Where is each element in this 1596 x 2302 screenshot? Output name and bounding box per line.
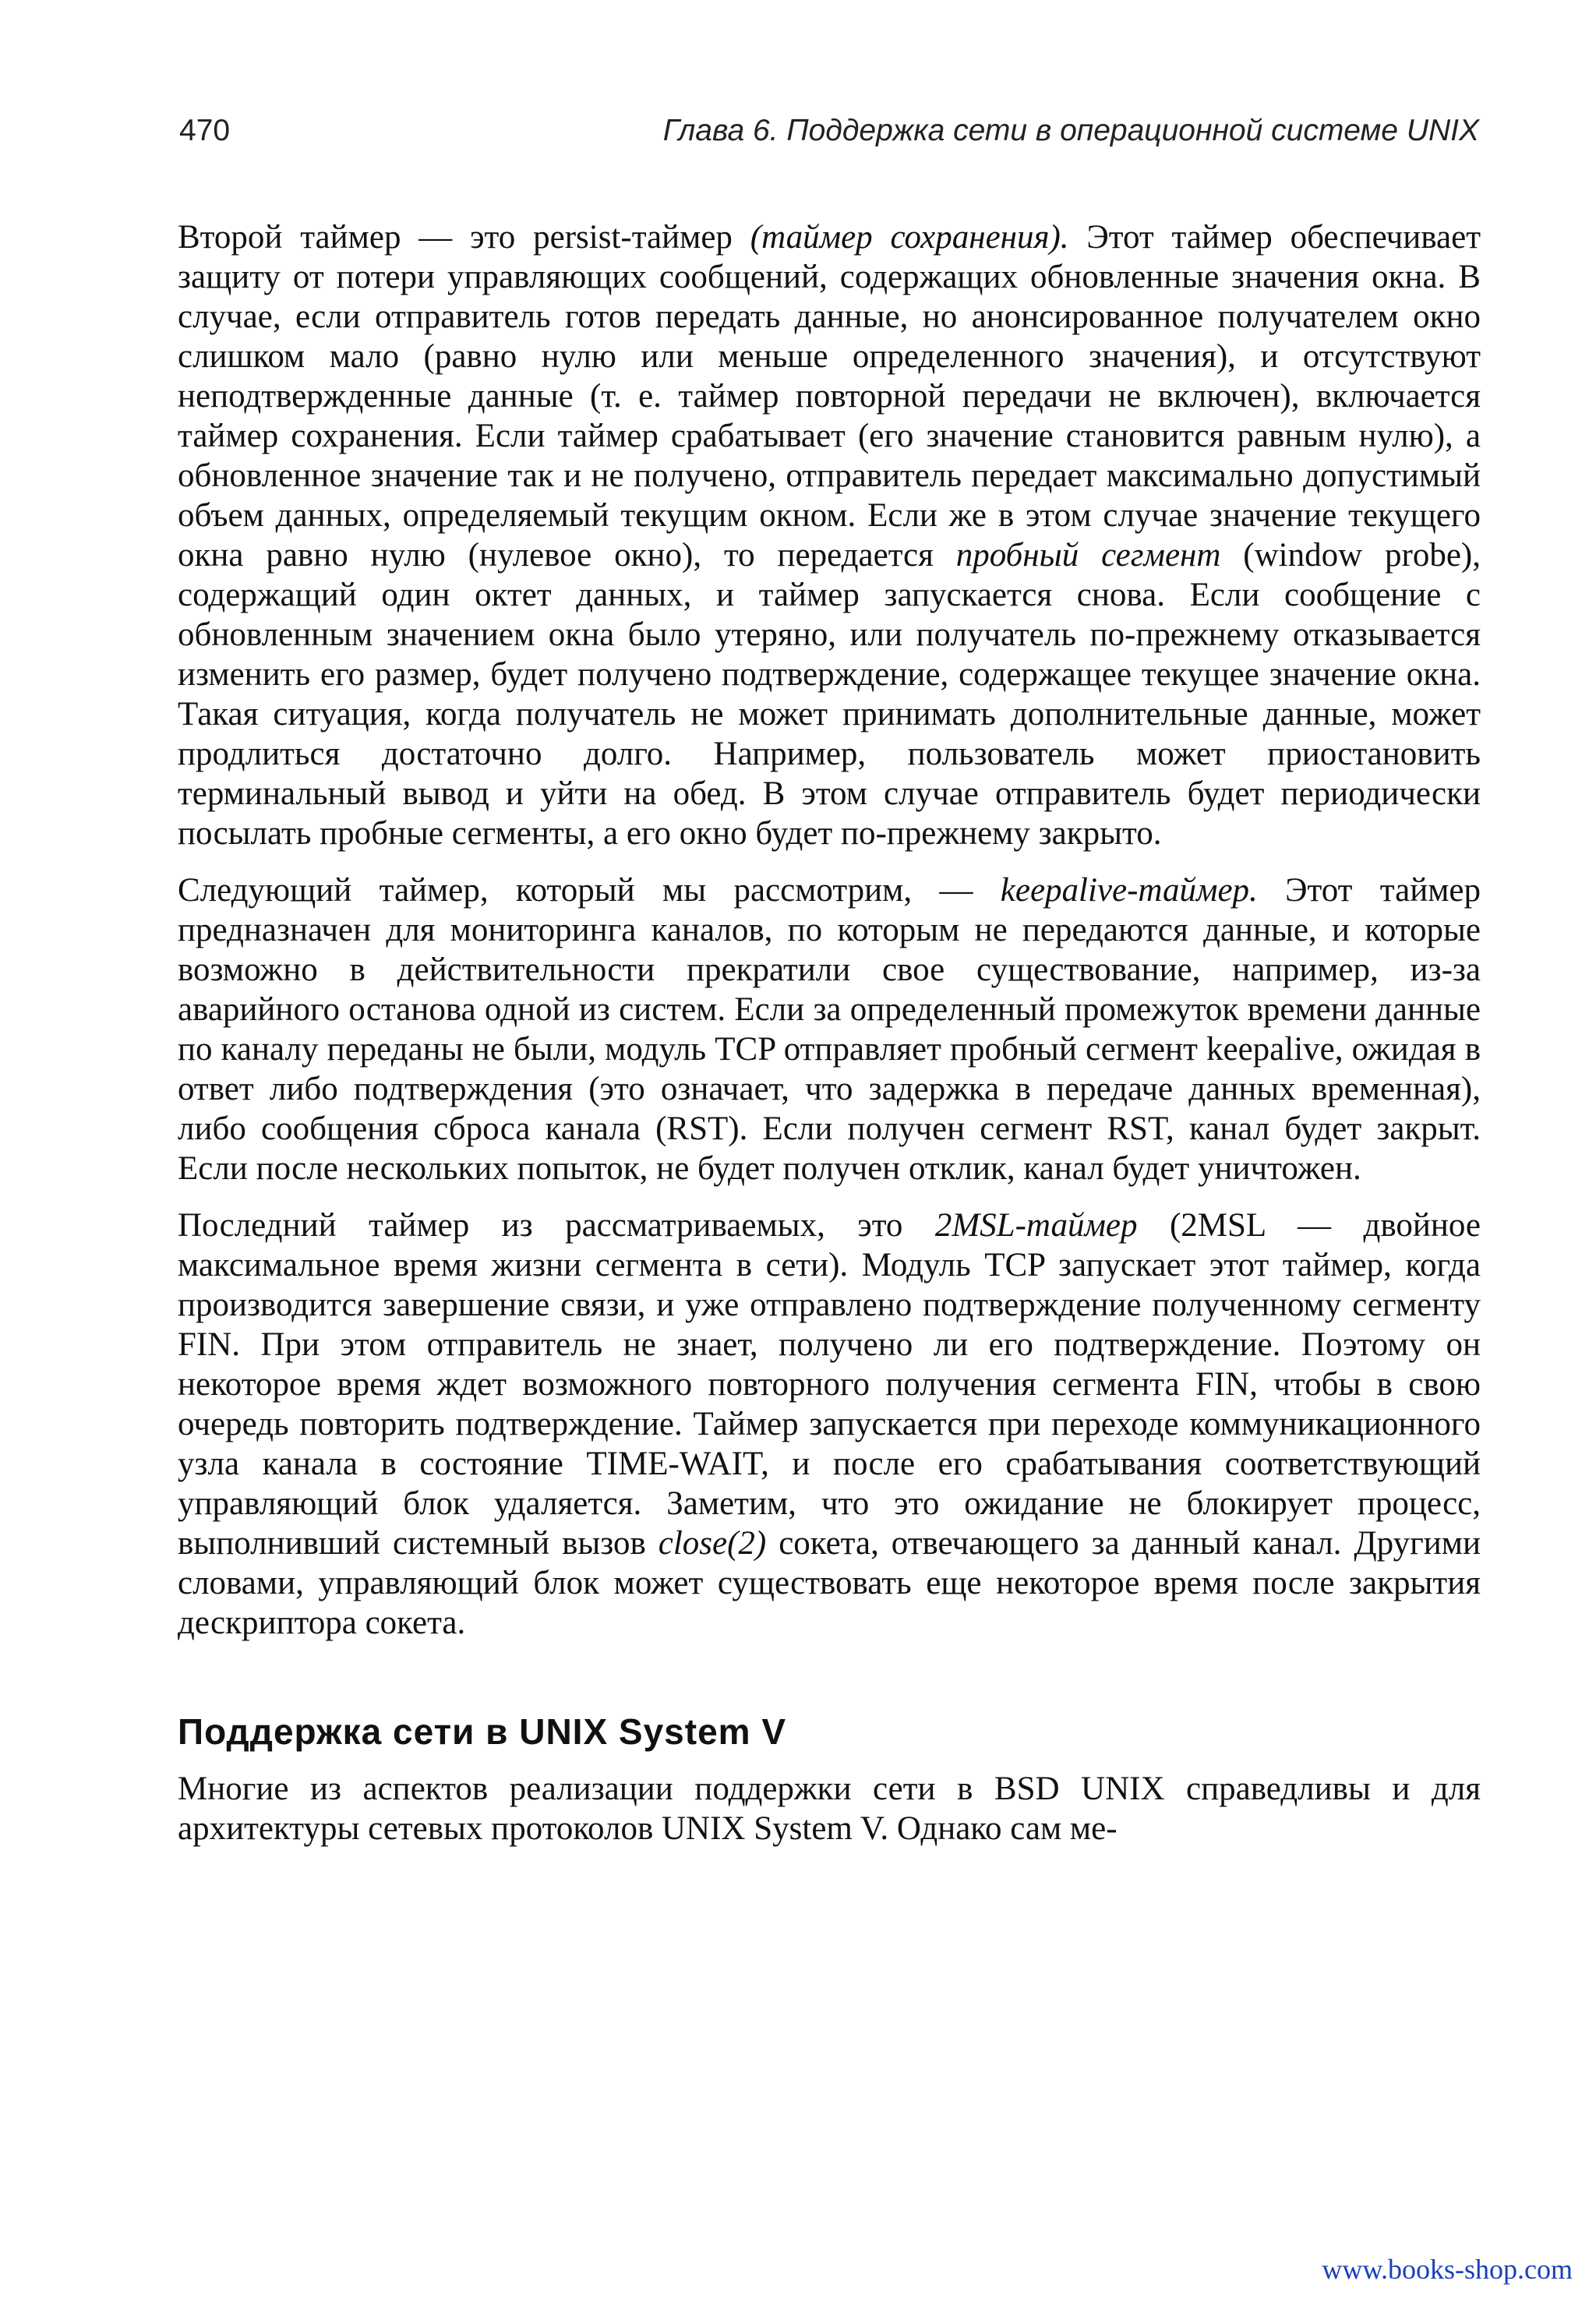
italic-term: keepalive-таймер. xyxy=(1000,872,1258,909)
footer-website-link[interactable]: www.books-shop.com xyxy=(1322,2254,1573,2285)
paragraph-keepalive-timer xyxy=(178,870,1481,1188)
section-heading: Поддержка сети в UNIX System V xyxy=(178,1711,787,1752)
text-run: Этот таймер обеспечивает защиту от потери управляющих сообщений, содержащих обновленные значения окна. В случае, если отправитель готов передать данные, но анонсированное получателем окно слишком мало (равно нулю или меньше определенного значения), и отсутствуют неподтвержденные данные (т. е. таймер повторной передачи не включен), включается таймер сохранения. Если таймер срабатывает (его значение становится равным нулю), а обновленное значение так и не получено, отправитель передает максимально допустимый объем данных, определяемый текущим окном. Если же в этом случае значение текущего окна равно нулю (нулевое окно), то передается xyxy=(178,219,1481,574)
text-run: Последний таймер из рассматриваемых, это xyxy=(178,1207,935,1244)
body-text xyxy=(178,217,1481,1866)
text-run: (2MSL — двойное максимальное время жизни сегмента в сети). Модуль TCP запускает этот таймер, когда производится завершение связи, и уже отправлено подтверждение полученному сегменту FIN. При этом отправитель не знает, получено ли его подтверждение. Поэтому он некоторое время ждет возможного повторного получения сегмента FIN, чтобы в свою очередь повторить подтверждение. Таймер запускается при переходе коммуникационного узла канала в состояние TIME-WAIT, и после его срабатывания соответствующий управляющий блок удаляется. Заметим, что это ожидание не блокирует процесс, выполнивший системный вызов xyxy=(178,1207,1481,1562)
text-run: (window probe), содержащий один октет данных, и таймер запускается снова. Если сообщение с обновленным значением окна было утеряно, или получатель по-прежнему отказывается изменить его размер, будет получено подтверждение, содержащее текущее значение окна. Такая ситуация, когда получатель не может принимать дополнительные данные, может продлиться достаточно долго. Например, пользователь может приостановить терминальный вывод и уйти на обед. В этом случае отправитель будет периодически посылать пробные сегменты, а его окно будет по-прежнему закрыто. xyxy=(178,537,1481,852)
italic-term: 2MSL-таймер xyxy=(934,1207,1138,1244)
paragraph-2msl-timer xyxy=(178,1206,1481,1643)
text-run: Следующий таймер, который мы рассмотрим, — xyxy=(178,872,1001,909)
paragraph-system-v-intro: Многие из аспектов реализации поддержки сети в BSD UNIX справедливы и для архитектуры сетевых протоколов UNIX System V. Однако сам ме- xyxy=(178,1771,1481,1847)
paragraph-persist-timer xyxy=(178,217,1481,853)
chapter-title: Глава 6. Поддержка сети в операционной системе UNIX xyxy=(662,114,1479,147)
text-run: Этот таймер предназначен для мониторинга каналов, по которым не передаются данные, и которые возможно в действительности прекратили свое существование, например, из-за аварийного останова одной из систем. Если за определенный промежуток времени данные по каналу переданы не были, модуль TCP отправляет пробный сегмент keepalive, ожидая в ответ либо подтверждения (это означает, что задержка в передаче данных временная), либо сообщения сброса канала (RST). Если получен сегмент RST, канал будет закрыт. Если после нескольких попыток, не будет получен отклик, канал будет уничтожен. xyxy=(178,872,1481,1187)
italic-term: пробный сегмент xyxy=(955,537,1221,574)
text-run: сокета, отвечающего за данный канал. Другими словами, управляющий блок может существовать еще некоторое время после закрытия дескриптора сокета. xyxy=(178,1525,1481,1641)
italic-term: (таймер сохранения). xyxy=(750,219,1069,256)
page-number: 470 xyxy=(179,114,231,147)
running-head xyxy=(179,108,1479,154)
text-run: Второй таймер — это persist-таймер xyxy=(178,219,750,256)
italic-term: close(2) xyxy=(658,1525,767,1562)
